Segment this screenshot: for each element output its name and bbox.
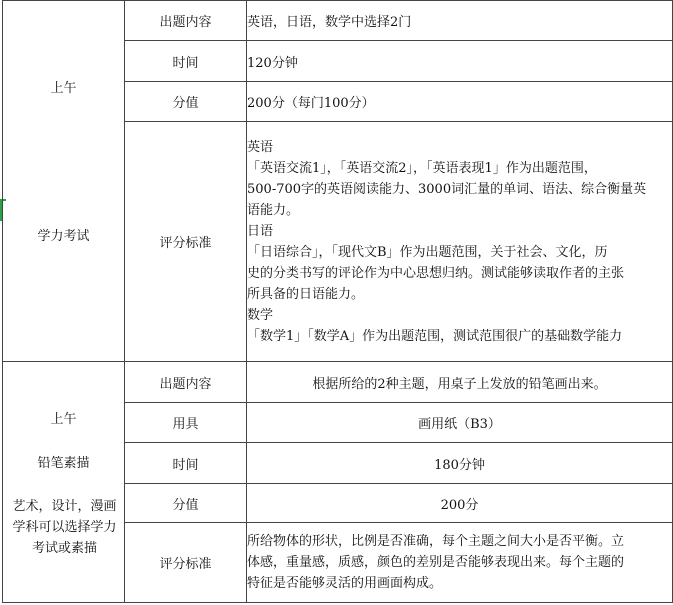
criteria-line: 500-700字的英语阅读能力、3000词汇量的单词、语法、综合衡量英 bbox=[247, 181, 647, 197]
row-label: 时间 bbox=[125, 443, 247, 484]
table-row bbox=[3, 1, 673, 41]
criteria-line: 数学 bbox=[247, 307, 274, 323]
exam-info-table bbox=[2, 0, 673, 603]
criteria-line: 体感，重量感，质感，颜色的差别是否能够表现出来。每个主题的 bbox=[247, 555, 625, 570]
row-value: 180分钟 bbox=[247, 443, 673, 484]
criteria-line: 语能力。 bbox=[247, 202, 300, 218]
row-label: 分值 bbox=[125, 484, 247, 523]
section1-header bbox=[3, 1, 125, 362]
section2-time-label: 上午 bbox=[50, 412, 77, 427]
section1-time-label: 上午 bbox=[50, 81, 77, 96]
row-value: 画用纸（B3） bbox=[247, 403, 673, 443]
row-label: 出题内容 bbox=[125, 1, 247, 41]
criteria-label: 评分标准 bbox=[125, 523, 247, 603]
section2-note: 艺术，设计，漫画学科可以选择学力考试或素描 bbox=[12, 499, 117, 556]
section2-name: 铅笔素描 bbox=[37, 456, 90, 471]
criteria-line: 「日语综合」，「现代文B」作为出题范围，关于社会、文化，历 bbox=[247, 244, 608, 260]
criteria-text bbox=[247, 523, 673, 603]
row-value: 根据所给的2种主题，用桌子上发放的铅笔画出来。 bbox=[247, 362, 673, 403]
criteria-line: 英语 bbox=[247, 139, 274, 155]
criteria-line: 「数学1」「数学A」作为出题范围，测试范围很广的基础数学能力 bbox=[247, 328, 623, 344]
row-value: 英语，日语，数学中选择2门 bbox=[247, 1, 673, 41]
criteria-line: 所具备的日语能力。 bbox=[247, 286, 365, 302]
row-value: 120分钟 bbox=[247, 41, 673, 82]
criteria-label: 评分标准 bbox=[125, 122, 247, 362]
section2-header bbox=[3, 362, 125, 603]
criteria-line: 日语 bbox=[247, 223, 274, 239]
criteria-line: 史的分类书写的评论作为中心思想归纳。测试能够读取作者的主张 bbox=[247, 265, 625, 281]
row-value: 200分（每门100分） bbox=[247, 82, 673, 122]
row-value: 200分 bbox=[247, 484, 673, 523]
criteria-line: 所给物体的形状，比例是否准确，每个主题之间大小是否平衡。立 bbox=[247, 534, 625, 549]
table-row bbox=[3, 362, 673, 403]
row-label: 分值 bbox=[125, 82, 247, 122]
row-label: 用具 bbox=[125, 403, 247, 443]
criteria-line: 「英语交流1」，「英语交流2」，「英语表现1」作为出题范围， bbox=[247, 160, 597, 176]
row-label: 时间 bbox=[125, 41, 247, 82]
section1-name: 学力考试 bbox=[37, 229, 90, 244]
criteria-text bbox=[247, 122, 673, 362]
criteria-line: 特征是否能够灵活的用画面构成。 bbox=[247, 576, 443, 591]
row-label: 出题内容 bbox=[125, 362, 247, 403]
